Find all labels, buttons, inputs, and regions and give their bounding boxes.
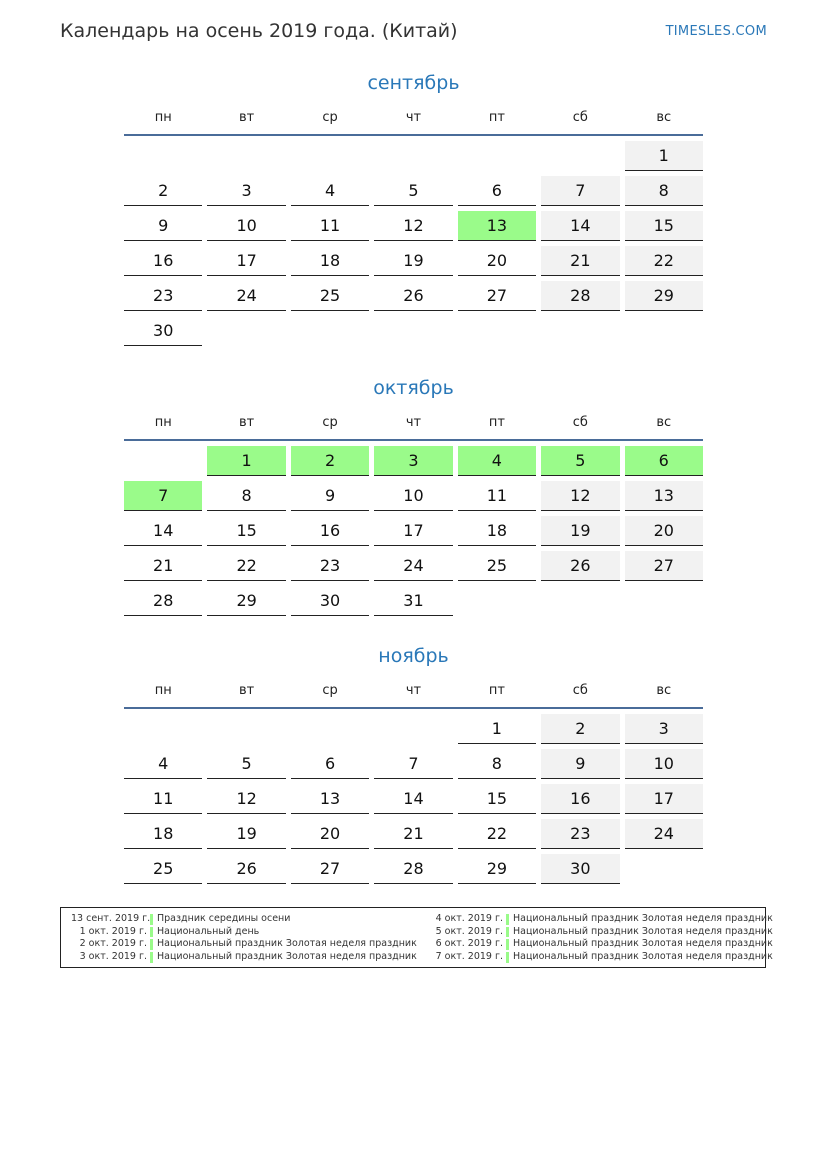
day-cell: 1 bbox=[458, 714, 536, 744]
week-row bbox=[124, 176, 703, 206]
weekday-label: пн bbox=[154, 110, 172, 125]
day-cell: 28 bbox=[541, 281, 619, 311]
legend-description: Национальный праздник Золотая неделя праздник bbox=[513, 938, 773, 950]
week-row bbox=[124, 551, 703, 581]
day-cell: 27 bbox=[291, 854, 369, 884]
day-cell: 1 bbox=[625, 141, 703, 171]
week-row bbox=[124, 749, 703, 779]
weekday-label: пн bbox=[154, 415, 172, 430]
weekday-label: вт bbox=[239, 683, 255, 698]
empty-day-cell bbox=[541, 141, 619, 171]
day-cell: 22 bbox=[207, 551, 285, 581]
day-cell: 8 bbox=[458, 749, 536, 779]
day-cell: 5 bbox=[541, 446, 619, 476]
day-cell: 16 bbox=[541, 784, 619, 814]
day-cell: 4 bbox=[291, 176, 369, 206]
day-grid bbox=[124, 141, 703, 346]
day-cell: 25 bbox=[291, 281, 369, 311]
holiday-swatch bbox=[506, 927, 509, 938]
week-row bbox=[124, 246, 703, 276]
weekday-header bbox=[124, 413, 703, 441]
weekday-label: вс bbox=[656, 110, 672, 125]
weekday-label: пн bbox=[154, 683, 172, 698]
legend-description: Национальный день bbox=[157, 925, 260, 937]
day-cell: 22 bbox=[625, 246, 703, 276]
day-cell: 27 bbox=[625, 551, 703, 581]
day-cell: 17 bbox=[625, 784, 703, 814]
day-cell: 31 bbox=[374, 586, 452, 616]
day-cell: 10 bbox=[625, 749, 703, 779]
empty-day-cell bbox=[458, 316, 536, 346]
week-row bbox=[124, 516, 703, 546]
day-cell: 24 bbox=[207, 281, 285, 311]
empty-day-cell bbox=[124, 446, 202, 476]
day-cell: 14 bbox=[541, 211, 619, 241]
week-row bbox=[124, 481, 703, 511]
week-row bbox=[124, 854, 703, 884]
empty-day-cell bbox=[124, 714, 202, 744]
legend-date: 7 окт. 2019 г. bbox=[435, 951, 503, 963]
holiday-swatch bbox=[506, 914, 509, 925]
day-cell: 30 bbox=[291, 586, 369, 616]
day-cell: 20 bbox=[291, 819, 369, 849]
day-cell: 18 bbox=[458, 516, 536, 546]
day-cell: 27 bbox=[458, 281, 536, 311]
empty-day-cell bbox=[374, 714, 452, 744]
legend-date: 6 окт. 2019 г. bbox=[435, 938, 503, 950]
weekday-label: сб bbox=[572, 415, 588, 430]
day-cell: 11 bbox=[124, 784, 202, 814]
day-cell: 24 bbox=[625, 819, 703, 849]
day-cell: 17 bbox=[207, 246, 285, 276]
day-cell: 12 bbox=[374, 211, 452, 241]
weekday-header bbox=[124, 681, 703, 709]
weekday-label: ср bbox=[322, 415, 338, 430]
empty-day-cell bbox=[124, 141, 202, 171]
week-row bbox=[124, 819, 703, 849]
day-cell: 21 bbox=[374, 819, 452, 849]
day-cell: 23 bbox=[124, 281, 202, 311]
weekday-label: пт bbox=[488, 415, 505, 430]
day-cell: 13 bbox=[625, 481, 703, 511]
week-row bbox=[124, 281, 703, 311]
legend-description: Национальный праздник Золотая неделя праздник bbox=[513, 951, 773, 963]
day-cell: 29 bbox=[207, 586, 285, 616]
holiday-swatch bbox=[506, 939, 509, 950]
day-cell: 26 bbox=[374, 281, 452, 311]
day-cell: 16 bbox=[291, 516, 369, 546]
legend-entry bbox=[71, 926, 417, 939]
day-grid bbox=[124, 714, 703, 884]
legend-date: 3 окт. 2019 г. bbox=[79, 951, 147, 963]
legend-entry bbox=[427, 913, 773, 926]
empty-day-cell bbox=[625, 586, 703, 616]
day-cell: 15 bbox=[207, 516, 285, 546]
day-cell: 29 bbox=[458, 854, 536, 884]
week-row bbox=[124, 316, 703, 346]
weekday-label: вт bbox=[239, 415, 255, 430]
day-cell: 3 bbox=[625, 714, 703, 744]
day-cell: 20 bbox=[625, 516, 703, 546]
day-cell: 30 bbox=[541, 854, 619, 884]
day-cell: 19 bbox=[207, 819, 285, 849]
day-cell: 15 bbox=[458, 784, 536, 814]
day-cell: 3 bbox=[207, 176, 285, 206]
day-cell: 6 bbox=[458, 176, 536, 206]
legend-entry bbox=[71, 938, 417, 951]
empty-day-cell bbox=[458, 141, 536, 171]
day-cell: 11 bbox=[291, 211, 369, 241]
legend-entry bbox=[71, 951, 417, 964]
day-cell: 23 bbox=[541, 819, 619, 849]
day-cell: 7 bbox=[124, 481, 202, 511]
empty-day-cell bbox=[207, 141, 285, 171]
month-name: сентябрь bbox=[367, 72, 460, 94]
day-cell: 4 bbox=[124, 749, 202, 779]
legend-column-left bbox=[71, 913, 417, 964]
day-cell: 9 bbox=[291, 481, 369, 511]
empty-day-cell bbox=[374, 316, 452, 346]
empty-day-cell bbox=[541, 316, 619, 346]
day-cell: 26 bbox=[541, 551, 619, 581]
day-cell: 28 bbox=[374, 854, 452, 884]
day-cell: 30 bbox=[124, 316, 202, 346]
day-cell: 29 bbox=[625, 281, 703, 311]
day-cell: 19 bbox=[541, 516, 619, 546]
day-cell: 15 bbox=[625, 211, 703, 241]
day-cell: 2 bbox=[541, 714, 619, 744]
day-cell: 8 bbox=[625, 176, 703, 206]
weekday-label: сб bbox=[572, 683, 588, 698]
empty-day-cell bbox=[291, 141, 369, 171]
day-cell: 28 bbox=[124, 586, 202, 616]
weekday-label: сб bbox=[572, 110, 588, 125]
legend-date: 2 окт. 2019 г. bbox=[79, 938, 147, 950]
week-row bbox=[124, 446, 703, 476]
month-november bbox=[124, 643, 703, 889]
day-cell: 13 bbox=[291, 784, 369, 814]
day-cell: 10 bbox=[374, 481, 452, 511]
legend-entry bbox=[427, 951, 773, 964]
day-cell: 13 bbox=[458, 211, 536, 241]
holiday-swatch bbox=[506, 952, 509, 963]
weekday-label: вс bbox=[656, 415, 672, 430]
weekday-label: чт bbox=[405, 683, 422, 698]
weekday-label: чт bbox=[405, 110, 422, 125]
site-link[interactable]: TIMESLES.COM bbox=[665, 24, 767, 39]
holiday-swatch bbox=[150, 927, 153, 938]
weekday-header bbox=[124, 108, 703, 136]
weekday-label: чт bbox=[405, 415, 422, 430]
month-name: октябрь bbox=[373, 377, 454, 399]
day-cell: 22 bbox=[458, 819, 536, 849]
day-cell: 7 bbox=[541, 176, 619, 206]
empty-day-cell bbox=[458, 586, 536, 616]
day-cell: 10 bbox=[207, 211, 285, 241]
empty-day-cell bbox=[207, 316, 285, 346]
day-cell: 21 bbox=[124, 551, 202, 581]
day-cell: 6 bbox=[291, 749, 369, 779]
day-cell: 20 bbox=[458, 246, 536, 276]
day-cell: 11 bbox=[458, 481, 536, 511]
empty-day-cell bbox=[207, 714, 285, 744]
empty-day-cell bbox=[291, 316, 369, 346]
week-row bbox=[124, 784, 703, 814]
day-cell: 8 bbox=[207, 481, 285, 511]
page-title: Календарь на осень 2019 года. (Китай) bbox=[60, 20, 458, 42]
weekday-label: ср bbox=[322, 110, 338, 125]
legend-entry bbox=[427, 938, 773, 951]
month-september bbox=[124, 70, 703, 351]
holiday-swatch bbox=[150, 939, 153, 950]
week-row bbox=[124, 141, 703, 171]
legend-description: Праздник середины осени bbox=[157, 913, 291, 924]
day-cell: 23 bbox=[291, 551, 369, 581]
legend-date: 5 окт. 2019 г. bbox=[435, 925, 503, 937]
empty-day-cell bbox=[374, 141, 452, 171]
empty-day-cell bbox=[625, 854, 703, 884]
weekday-label: ср bbox=[322, 683, 338, 698]
day-cell: 14 bbox=[374, 784, 452, 814]
day-cell: 17 bbox=[374, 516, 452, 546]
legend-column-right bbox=[427, 913, 773, 964]
day-cell: 9 bbox=[541, 749, 619, 779]
legend-date: 1 окт. 2019 г. bbox=[79, 925, 147, 937]
day-cell: 12 bbox=[207, 784, 285, 814]
holiday-legend bbox=[60, 907, 773, 968]
week-row bbox=[124, 586, 703, 616]
month-october bbox=[124, 375, 703, 621]
legend-date: 4 окт. 2019 г. bbox=[435, 913, 503, 924]
legend-description: Национальный праздник Золотая неделя праздник bbox=[513, 925, 773, 937]
week-row bbox=[124, 211, 703, 241]
holiday-swatch bbox=[150, 914, 153, 925]
day-cell: 2 bbox=[124, 176, 202, 206]
day-cell: 24 bbox=[374, 551, 452, 581]
legend-date: 13 сент. 2019 г. bbox=[71, 913, 151, 924]
empty-day-cell bbox=[291, 714, 369, 744]
day-cell: 12 bbox=[541, 481, 619, 511]
day-cell: 5 bbox=[374, 176, 452, 206]
empty-day-cell bbox=[625, 316, 703, 346]
legend-description: Национальный праздник Золотая неделя праздник bbox=[157, 938, 417, 950]
legend-description: Национальный праздник Золотая неделя праздник bbox=[513, 913, 773, 924]
day-cell: 25 bbox=[458, 551, 536, 581]
day-cell: 1 bbox=[207, 446, 285, 476]
day-cell: 18 bbox=[124, 819, 202, 849]
day-cell: 16 bbox=[124, 246, 202, 276]
day-cell: 4 bbox=[458, 446, 536, 476]
day-cell: 14 bbox=[124, 516, 202, 546]
week-row bbox=[124, 714, 703, 744]
day-cell: 18 bbox=[291, 246, 369, 276]
day-cell: 2 bbox=[291, 446, 369, 476]
legend-entry bbox=[427, 926, 773, 939]
day-grid bbox=[124, 446, 703, 616]
holiday-swatch bbox=[150, 952, 153, 963]
weekday-label: пт bbox=[488, 683, 505, 698]
day-cell: 26 bbox=[207, 854, 285, 884]
day-cell: 9 bbox=[124, 211, 202, 241]
weekday-label: вт bbox=[239, 110, 255, 125]
day-cell: 5 bbox=[207, 749, 285, 779]
day-cell: 19 bbox=[374, 246, 452, 276]
day-cell: 3 bbox=[374, 446, 452, 476]
day-cell: 6 bbox=[625, 446, 703, 476]
legend-entry bbox=[71, 913, 417, 926]
empty-day-cell bbox=[541, 586, 619, 616]
legend-description: Национальный праздник Золотая неделя праздник bbox=[157, 951, 417, 963]
weekday-label: пт bbox=[488, 110, 505, 125]
day-cell: 21 bbox=[541, 246, 619, 276]
month-name: ноябрь bbox=[378, 645, 449, 667]
weekday-label: вс bbox=[656, 683, 672, 698]
day-cell: 25 bbox=[124, 854, 202, 884]
day-cell: 7 bbox=[374, 749, 452, 779]
